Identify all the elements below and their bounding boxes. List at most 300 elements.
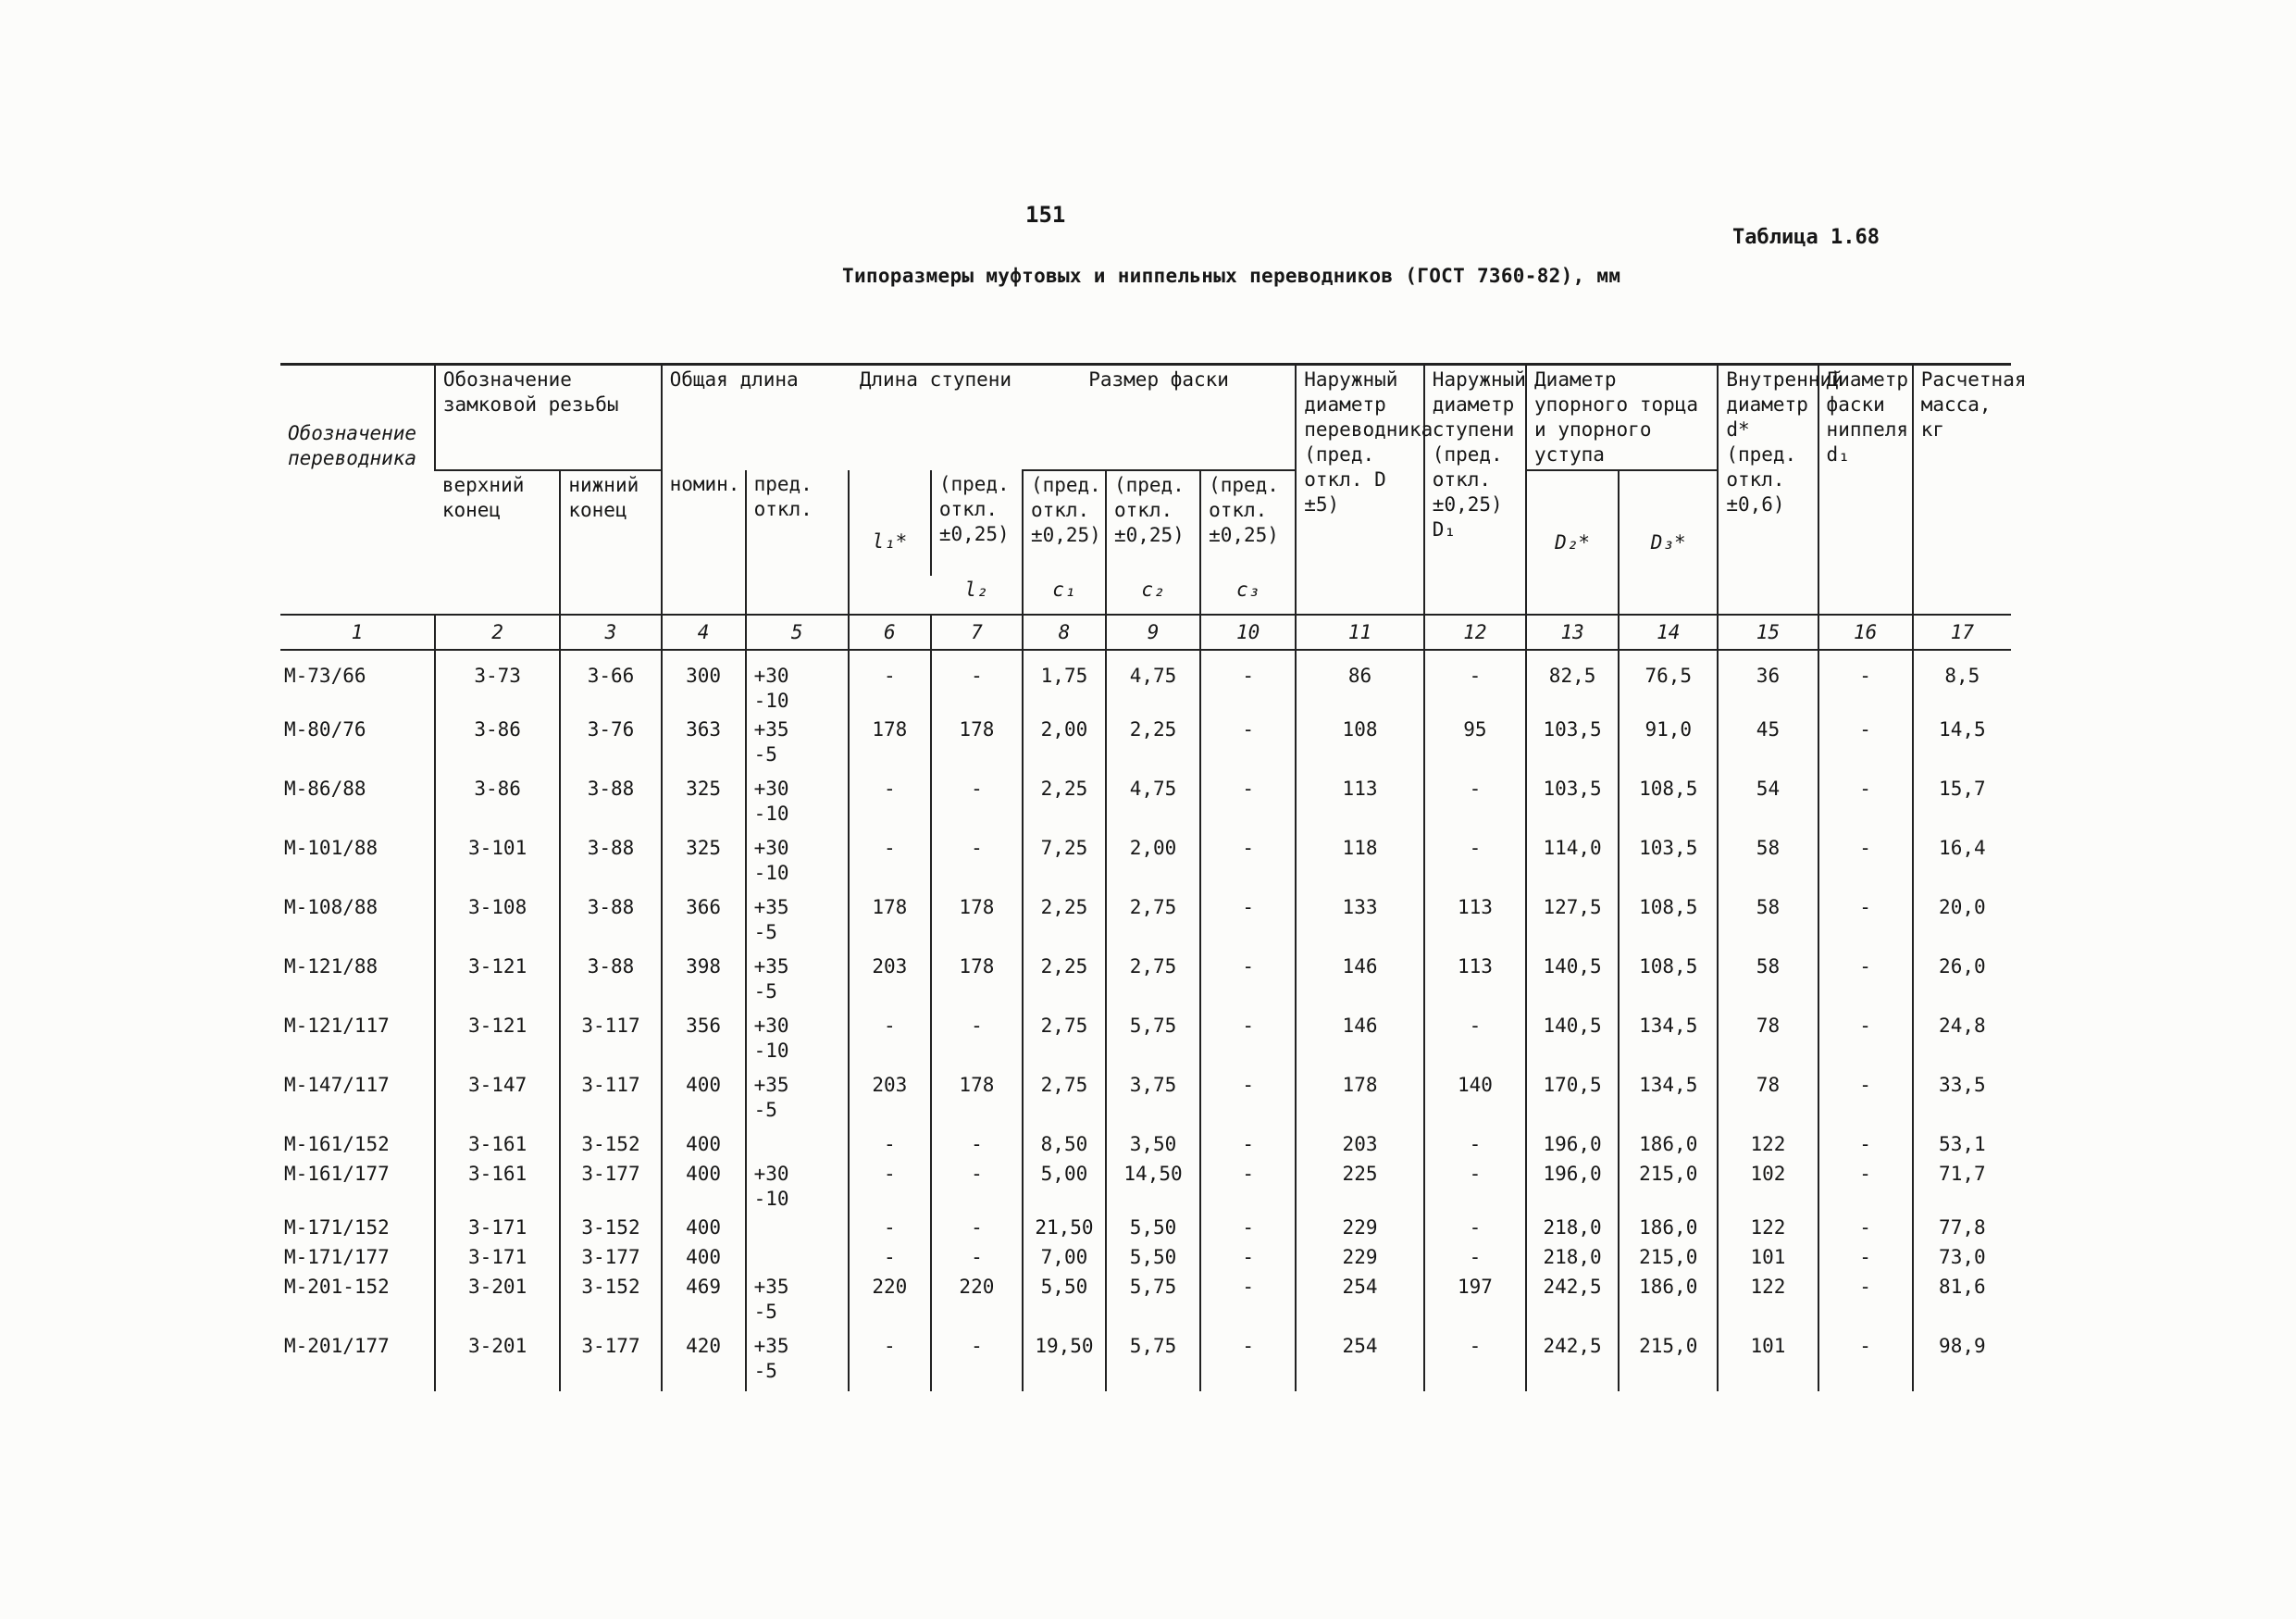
cell-l1: 178 [849, 893, 931, 953]
cell-length-nominal: 300 [662, 650, 746, 716]
header-inner-diameter: Внутренний диаметр d*(пред. откл. ±0,6) [1718, 365, 1818, 616]
cell-upper-end: З-161 [435, 1160, 561, 1214]
cell-outer-diameter: 203 [1296, 1130, 1424, 1160]
cell-upper-end: З-108 [435, 893, 561, 953]
cell-l1: 178 [849, 716, 931, 775]
cell-d2: 140,5 [1526, 953, 1619, 1012]
deviation-lower: -10 [753, 690, 789, 712]
cell-upper-end: З-73 [435, 650, 561, 716]
cell-upper-end: З-121 [435, 1012, 561, 1071]
cell-length-deviation [746, 1012, 849, 1071]
cell-d3: 108,5 [1619, 775, 1718, 834]
cell-mass: 8,5 [1913, 650, 2011, 716]
cell-upper-end: З-201 [435, 1273, 561, 1332]
cell-d2: 218,0 [1526, 1243, 1619, 1273]
cell-d3: 215,0 [1619, 1243, 1718, 1273]
cell-c3: - [1200, 834, 1296, 893]
cell-c1: 19,50 [1023, 1332, 1106, 1391]
deviation-lower: -10 [753, 803, 789, 825]
cell-mass: 81,6 [1913, 1273, 2011, 1332]
column-number: 16 [1818, 615, 1913, 650]
cell-upper-end: З-201 [435, 1332, 561, 1391]
deviation-upper: +30 [753, 1163, 789, 1185]
column-number: 11 [1296, 615, 1424, 650]
cell-outer-diameter: 254 [1296, 1332, 1424, 1391]
table-body [280, 650, 2011, 1391]
cell-c3: - [1200, 953, 1296, 1012]
cell-upper-end: З-171 [435, 1243, 561, 1273]
cell-c1: 5,50 [1023, 1273, 1106, 1332]
cell-lower-end: З-76 [560, 716, 661, 775]
cell-upper-end: З-147 [435, 1071, 561, 1130]
cell-outer-diameter: 146 [1296, 1012, 1424, 1071]
cell-designation: М-171/152 [284, 1216, 390, 1239]
cell-lower-end: З-88 [560, 893, 661, 953]
cell-designation: М-121/117 [284, 1015, 390, 1037]
table-row [280, 1214, 2011, 1243]
cell-length-nominal: 400 [662, 1071, 746, 1130]
cell-c1: 2,25 [1023, 893, 1106, 953]
cell-outer-diameter: 229 [1296, 1243, 1424, 1273]
cell-c2: 4,75 [1106, 775, 1200, 834]
cell-nipple-chamfer: - [1818, 953, 1913, 1012]
cell-d2: 103,5 [1526, 716, 1619, 775]
cell-d2: 196,0 [1526, 1160, 1619, 1214]
cell-c1: 2,25 [1023, 953, 1106, 1012]
cell-c3: - [1200, 1214, 1296, 1243]
cell-step-diameter: - [1424, 1332, 1526, 1391]
column-number: 10 [1200, 615, 1296, 650]
cell-mass: 53,1 [1913, 1130, 2011, 1160]
table-row [280, 1130, 2011, 1160]
cell-outer-diameter: 113 [1296, 775, 1424, 834]
cell-mass: 15,7 [1913, 775, 2011, 834]
cell-l2: - [931, 1160, 1023, 1214]
header-stop-diameter-group: Диаметр упорного торца и упорного уступа [1526, 365, 1718, 471]
cell-d2: 196,0 [1526, 1130, 1619, 1160]
cell-c3: - [1200, 650, 1296, 716]
cell-l2: - [931, 1243, 1023, 1273]
cell-c2: 5,75 [1106, 1273, 1200, 1332]
cell-designation: М-73/66 [284, 665, 366, 687]
cell-mass: 77,8 [1913, 1214, 2011, 1243]
cell-d2: 170,5 [1526, 1071, 1619, 1130]
cell-length-deviation [746, 953, 849, 1012]
cell-c1: 21,50 [1023, 1214, 1106, 1243]
column-number: 7 [931, 615, 1023, 650]
cell-d2: 218,0 [1526, 1214, 1619, 1243]
cell-l2: - [931, 1332, 1023, 1391]
cell-nipple-chamfer: - [1818, 834, 1913, 893]
cell-inner-diameter: 122 [1718, 1130, 1818, 1160]
header-c2-deviation: (пред. откл. ±0,25) [1106, 470, 1200, 576]
cell-length-deviation [746, 1273, 849, 1332]
header-l2: l₂ [964, 578, 988, 601]
header-limit-deviation: пред. откл. [746, 470, 849, 615]
header-d3: D₃* [1619, 470, 1718, 615]
cell-l1: - [849, 1130, 931, 1160]
cell-length-deviation [746, 1130, 849, 1160]
header-l1: l₁* [849, 470, 931, 615]
cell-mass: 98,9 [1913, 1332, 2011, 1391]
cell-lower-end: З-177 [560, 1332, 661, 1391]
column-number: 13 [1526, 615, 1619, 650]
deviation-lower: -10 [753, 1188, 789, 1210]
deviation-upper: +35 [753, 896, 789, 918]
table-caption: Типоразмеры муфтовых и ниппельных переводников (ГОСТ 7360-82), мм [842, 265, 1621, 287]
cell-step-diameter: 113 [1424, 893, 1526, 953]
cell-c3: - [1200, 1130, 1296, 1160]
cell-c2: 2,75 [1106, 893, 1200, 953]
cell-nipple-chamfer: - [1818, 775, 1913, 834]
cell-d3: 215,0 [1619, 1160, 1718, 1214]
cell-d3: 134,5 [1619, 1012, 1718, 1071]
cell-nipple-chamfer: - [1818, 716, 1913, 775]
cell-step-diameter: - [1424, 775, 1526, 834]
cell-d2: 103,5 [1526, 775, 1619, 834]
cell-lower-end: З-88 [560, 775, 661, 834]
cell-l2: - [931, 1130, 1023, 1160]
cell-c2: 5,50 [1106, 1243, 1200, 1273]
cell-designation: М-80/76 [284, 718, 366, 741]
column-number: 15 [1718, 615, 1818, 650]
cell-lower-end: З-152 [560, 1273, 661, 1332]
cell-l2: 178 [931, 893, 1023, 953]
cell-nipple-chamfer: - [1818, 1071, 1913, 1130]
page-number: 151 [1025, 202, 1066, 228]
cell-designation: М-108/88 [284, 896, 379, 918]
table-row [280, 1071, 2011, 1130]
cell-c3: - [1200, 716, 1296, 775]
cell-length-nominal: 400 [662, 1160, 746, 1214]
cell-length-nominal: 420 [662, 1332, 746, 1391]
cell-length-nominal: 400 [662, 1243, 746, 1273]
cell-inner-diameter: 78 [1718, 1071, 1818, 1130]
cell-upper-end: З-86 [435, 775, 561, 834]
cell-step-diameter: - [1424, 834, 1526, 893]
deviation-lower: -10 [753, 862, 789, 884]
cell-d2: 82,5 [1526, 650, 1619, 716]
cell-length-nominal: 356 [662, 1012, 746, 1071]
cell-c3: - [1200, 1160, 1296, 1214]
cell-d3: 134,5 [1619, 1071, 1718, 1130]
cell-length-deviation [746, 775, 849, 834]
deviation-lower: -5 [753, 980, 777, 1003]
cell-l1: - [849, 775, 931, 834]
column-number: 9 [1106, 615, 1200, 650]
column-number: 14 [1619, 615, 1718, 650]
cell-c3: - [1200, 1332, 1296, 1391]
cell-c2: 2,75 [1106, 953, 1200, 1012]
deviation-upper: +30 [753, 778, 789, 800]
cell-outer-diameter: 254 [1296, 1273, 1424, 1332]
header-c1: c₁ [1023, 576, 1106, 615]
header-d2: D₂* [1526, 470, 1619, 615]
cell-step-diameter: - [1424, 650, 1526, 716]
cell-length-deviation [746, 1332, 849, 1391]
cell-d3: 186,0 [1619, 1214, 1718, 1243]
cell-l2: - [931, 650, 1023, 716]
cell-outer-diameter: 118 [1296, 834, 1424, 893]
cell-inner-diameter: 122 [1718, 1273, 1818, 1332]
cell-lower-end: З-88 [560, 834, 661, 893]
header-mass: Расчетная масса, кг [1913, 365, 2011, 616]
cell-c1: 5,00 [1023, 1160, 1106, 1214]
table-row [280, 1273, 2011, 1332]
deviation-upper: +30 [753, 1015, 789, 1037]
header-length-group: Общая длина [662, 365, 849, 471]
deviation-upper: +35 [753, 1074, 789, 1096]
cell-d3: 186,0 [1619, 1130, 1718, 1160]
cell-outer-diameter: 225 [1296, 1160, 1424, 1214]
deviation-lower: -5 [753, 1099, 777, 1121]
cell-l1: - [849, 1332, 931, 1391]
cell-lower-end: З-152 [560, 1214, 661, 1243]
header-step-outer-diameter: Наружный диаметр ступени (пред. откл. ±0,25) D₁ [1424, 365, 1526, 616]
header-c2: c₂ [1106, 576, 1200, 615]
cell-inner-diameter: 101 [1718, 1243, 1818, 1273]
cell-inner-diameter: 102 [1718, 1160, 1818, 1214]
cell-l2: 220 [931, 1273, 1023, 1332]
cell-d2: 114,0 [1526, 834, 1619, 893]
column-number: 17 [1913, 615, 2011, 650]
cell-outer-diameter: 108 [1296, 716, 1424, 775]
cell-inner-diameter: 45 [1718, 716, 1818, 775]
table-row [280, 953, 2011, 1012]
deviation-lower: -5 [753, 743, 777, 766]
cell-c2: 3,75 [1106, 1071, 1200, 1130]
cell-mass: 26,0 [1913, 953, 2011, 1012]
cell-l1: - [849, 1012, 931, 1071]
cell-outer-diameter: 86 [1296, 650, 1424, 716]
cell-mass: 16,4 [1913, 834, 2011, 893]
cell-c3: - [1200, 775, 1296, 834]
cell-length-deviation [746, 893, 849, 953]
header-nipple-chamfer: Диаметр фаски ниппеля d₁ [1818, 365, 1913, 616]
deviation-upper: +35 [753, 1335, 789, 1357]
cell-lower-end: З-117 [560, 1012, 661, 1071]
deviation-lower: -10 [753, 1040, 789, 1062]
cell-nipple-chamfer: - [1818, 1214, 1913, 1243]
cell-length-nominal: 325 [662, 775, 746, 834]
cell-inner-diameter: 36 [1718, 650, 1818, 716]
cell-outer-diameter: 178 [1296, 1071, 1424, 1130]
cell-c1: 2,75 [1023, 1071, 1106, 1130]
cell-upper-end: З-101 [435, 834, 561, 893]
cell-step-diameter: - [1424, 1243, 1526, 1273]
cell-c3: - [1200, 1243, 1296, 1273]
cell-l2: - [931, 1012, 1023, 1071]
header-c1-deviation: (пред. откл. ±0,25) [1023, 470, 1106, 576]
cell-l2: 178 [931, 953, 1023, 1012]
cell-outer-diameter: 146 [1296, 953, 1424, 1012]
cell-inner-diameter: 58 [1718, 834, 1818, 893]
cell-l1: 203 [849, 953, 931, 1012]
cell-step-diameter: 140 [1424, 1071, 1526, 1130]
cell-l1: 220 [849, 1273, 931, 1332]
cell-step-diameter: 197 [1424, 1273, 1526, 1332]
cell-c3: - [1200, 1273, 1296, 1332]
cell-upper-end: З-86 [435, 716, 561, 775]
cell-lower-end: З-177 [560, 1243, 661, 1273]
cell-length-nominal: 366 [662, 893, 746, 953]
cell-upper-end: З-161 [435, 1130, 561, 1160]
cell-c2: 5,50 [1106, 1214, 1200, 1243]
cell-c2: 5,75 [1106, 1332, 1200, 1391]
column-number: 8 [1023, 615, 1106, 650]
cell-length-nominal: 400 [662, 1130, 746, 1160]
cell-length-deviation [746, 716, 849, 775]
cell-length-deviation [746, 650, 849, 716]
cell-designation: М-201-152 [284, 1276, 390, 1298]
cell-lower-end: З-117 [560, 1071, 661, 1130]
table-row [280, 650, 2011, 716]
cell-inner-diameter: 58 [1718, 893, 1818, 953]
cell-lower-end: З-88 [560, 953, 661, 1012]
cell-mass: 71,7 [1913, 1160, 2011, 1214]
header-c3: c₃ [1200, 576, 1296, 615]
cell-c2: 2,00 [1106, 834, 1200, 893]
cell-l1: - [849, 650, 931, 716]
cell-nipple-chamfer: - [1818, 1012, 1913, 1071]
column-number: 6 [849, 615, 931, 650]
cell-c2: 14,50 [1106, 1160, 1200, 1214]
cell-inner-diameter: 58 [1718, 953, 1818, 1012]
cell-nipple-chamfer: - [1818, 1273, 1913, 1332]
cell-l1: - [849, 834, 931, 893]
table-row [280, 834, 2011, 893]
cell-d3: 108,5 [1619, 953, 1718, 1012]
cell-c2: 2,25 [1106, 716, 1200, 775]
deviation-upper: +35 [753, 718, 789, 741]
cell-d3: 103,5 [1619, 834, 1718, 893]
cell-length-deviation [746, 1214, 849, 1243]
cell-c2: 3,50 [1106, 1130, 1200, 1160]
cell-d2: 127,5 [1526, 893, 1619, 953]
cell-c1: 8,50 [1023, 1130, 1106, 1160]
cell-c1: 7,00 [1023, 1243, 1106, 1273]
cell-nipple-chamfer: - [1818, 893, 1913, 953]
cell-designation: М-121/88 [284, 955, 379, 978]
cell-designation: М-147/117 [284, 1074, 390, 1096]
cell-length-nominal: 400 [662, 1214, 746, 1243]
deviation-upper: +30 [753, 665, 789, 687]
cell-d3: 186,0 [1619, 1273, 1718, 1332]
cell-length-deviation [746, 1243, 849, 1273]
cell-lower-end: З-177 [560, 1160, 661, 1214]
deviation-upper: +35 [753, 1276, 789, 1298]
cell-outer-diameter: 229 [1296, 1214, 1424, 1243]
cell-length-deviation [746, 1160, 849, 1214]
table-row [280, 775, 2011, 834]
column-number-row [280, 615, 2011, 650]
cell-l1: - [849, 1160, 931, 1214]
cell-length-nominal: 363 [662, 716, 746, 775]
table-row [280, 893, 2011, 953]
cell-c1: 2,00 [1023, 716, 1106, 775]
table-row [280, 1160, 2011, 1214]
cell-step-diameter: - [1424, 1130, 1526, 1160]
cell-outer-diameter: 133 [1296, 893, 1424, 953]
cell-c1: 7,25 [1023, 834, 1106, 893]
column-number: 2 [435, 615, 561, 650]
deviation-upper: +35 [753, 955, 789, 978]
cell-c3: - [1200, 1012, 1296, 1071]
cell-designation: М-201/177 [284, 1335, 390, 1357]
cell-l2: - [931, 775, 1023, 834]
cell-d3: 91,0 [1619, 716, 1718, 775]
header-designation: Обозначение переводника [280, 365, 435, 616]
cell-c3: - [1200, 1071, 1296, 1130]
header-outer-diameter: Наружный диаметр переводника (пред. откл. D ±5) [1296, 365, 1424, 616]
cell-inner-diameter: 101 [1718, 1332, 1818, 1391]
cell-designation: М-86/88 [284, 778, 366, 800]
cell-nipple-chamfer: - [1818, 1160, 1913, 1214]
cell-c3: - [1200, 893, 1296, 953]
cell-d3: 76,5 [1619, 650, 1718, 716]
cell-d2: 140,5 [1526, 1012, 1619, 1071]
table-row [280, 1332, 2011, 1391]
cell-inner-diameter: 54 [1718, 775, 1818, 834]
cell-length-nominal: 469 [662, 1273, 746, 1332]
cell-mass: 24,8 [1913, 1012, 2011, 1071]
cell-step-diameter: 113 [1424, 953, 1526, 1012]
table-label: Таблица 1.68 [1732, 226, 1880, 249]
cell-l1: 203 [849, 1071, 931, 1130]
table-row [280, 1012, 2011, 1071]
header-step-length-group: Длина ступени [849, 365, 1023, 471]
deviation-lower: -5 [753, 1301, 777, 1323]
cell-l2: - [931, 834, 1023, 893]
cell-mass: 33,5 [1913, 1071, 2011, 1130]
cell-mass: 73,0 [1913, 1243, 2011, 1273]
cell-nipple-chamfer: - [1818, 1243, 1913, 1273]
cell-designation: М-171/177 [284, 1246, 390, 1268]
deviation-lower: -5 [753, 1360, 777, 1382]
cell-l1: - [849, 1214, 931, 1243]
cell-nipple-chamfer: - [1818, 1130, 1913, 1160]
cell-l2: 178 [931, 716, 1023, 775]
cell-nipple-chamfer: - [1818, 650, 1913, 716]
cell-step-diameter: - [1424, 1012, 1526, 1071]
cell-d2: 242,5 [1526, 1273, 1619, 1332]
cell-d2: 242,5 [1526, 1332, 1619, 1391]
column-number: 3 [560, 615, 661, 650]
cell-c2: 5,75 [1106, 1012, 1200, 1071]
cell-length-deviation [746, 834, 849, 893]
header-thread-group: Обозначение замковой резьбы [435, 365, 662, 471]
cell-upper-end: З-171 [435, 1214, 561, 1243]
cell-lower-end: З-66 [560, 650, 661, 716]
cell-c2: 4,75 [1106, 650, 1200, 716]
header-chamfer-group: Размер фаски [1023, 365, 1296, 471]
header-upper-end: верхний конец [441, 474, 525, 521]
cell-inner-diameter: 78 [1718, 1012, 1818, 1071]
cell-step-diameter: - [1424, 1214, 1526, 1243]
cell-mass: 20,0 [1913, 893, 2011, 953]
cell-designation: М-161/177 [284, 1163, 390, 1185]
cell-length-nominal: 325 [662, 834, 746, 893]
cell-designation: М-101/88 [284, 837, 379, 859]
cell-c1: 2,75 [1023, 1012, 1106, 1071]
cell-lower-end: З-152 [560, 1130, 661, 1160]
column-number: 5 [746, 615, 849, 650]
cell-step-diameter: 95 [1424, 716, 1526, 775]
cell-d3: 215,0 [1619, 1332, 1718, 1391]
cell-d3: 108,5 [1619, 893, 1718, 953]
cell-length-deviation [746, 1071, 849, 1130]
table-row [280, 716, 2011, 775]
